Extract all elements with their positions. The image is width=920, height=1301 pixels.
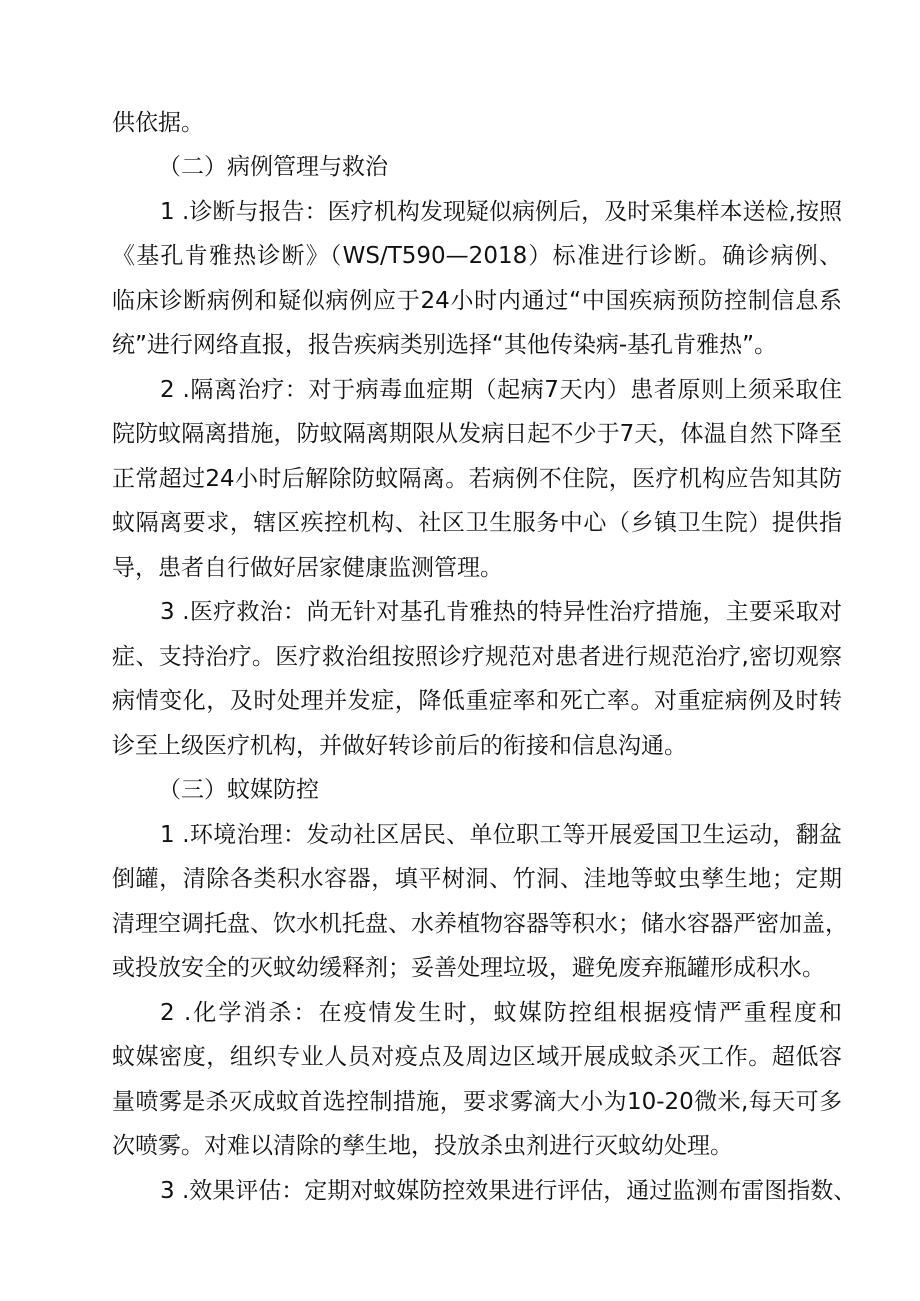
text-line: 2 .隔离治疗：对于病毒血症期（起病7天内）患者原则上须采取住 [160, 377, 842, 403]
text-line: 供依据。 [112, 110, 204, 136]
text-line: 1 .环境治理：发动社区居民、单位职工等开展爱国卫生运动，翻盆 [160, 822, 842, 848]
text-line: 统”进行网络直报，报告疾病类别选择“其他传染病-基孔肯雅热”。 [112, 332, 778, 358]
section-heading: （三）蚊媒防控 [158, 777, 319, 803]
text-line: 3 .效果评估：定期对蚊媒防控效果进行评估，通过监测布雷图指数、 [160, 1178, 857, 1204]
text-line: 次喷雾。对难以清除的孳生地，投放杀虫剂进行灭蚊幼处理。 [112, 1133, 733, 1159]
text-line: 量喷雾是杀灭成蚊首选控制措施，要求雾滴大小为10-20微米,每天可多 [112, 1089, 842, 1115]
text-line: 清理空调托盘、饮水机托盘、水养植物容器等积水；储水容器严密加盖， [112, 911, 848, 937]
text-line: 3 .医疗救治：尚无针对基孔肯雅热的特异性治疗措施，主要采取对 [160, 599, 842, 625]
text-line: 蚊隔离要求，辖区疾控机构、社区卫生服务中心（乡镇卫生院）提供指 [112, 510, 842, 536]
text-line: 症、支持治疗。医疗救治组按照诊疗规范对患者进行规范治疗,密切观察 [112, 644, 842, 670]
text-line: 诊至上级医疗机构，并做好转诊前后的衔接和信息沟通。 [112, 733, 687, 759]
text-line: 《基孔肯雅热诊断》（WS/T590—2018）标准进行诊断。确诊病例、 [112, 243, 842, 269]
text-line: 2 .化学消杀：在疫情发生时，蚊媒防控组根据疫情严重程度和 [160, 1000, 842, 1026]
text-line: 导，患者自行做好居家健康监测管理。 [112, 555, 503, 581]
text-line: 倒罐，清除各类积水容器，填平树洞、竹洞、洼地等蚊虫孳生地；定期 [112, 866, 842, 892]
text-line: 正常超过24小时后解除防蚊隔离。若病例不住院，医疗机构应告知其防 [112, 466, 842, 492]
text-line: 蚊媒密度，组织专业人员对疫点及周边区域开展成蚊杀灭工作。超低容 [112, 1044, 842, 1070]
section-heading: （二）病例管理与救治 [158, 154, 388, 180]
text-line: 病情变化，及时处理并发症，降低重症率和死亡率。对重症病例及时转 [112, 688, 842, 714]
text-line: 院防蚊隔离措施，防蚊隔离期限从发病日起不少于7天，体温自然下降至 [112, 421, 842, 447]
text-line: 临床诊断病例和疑似病例应于24小时内通过“中国疾病预防控制信息系 [112, 288, 842, 314]
text-line: 或投放安全的灭蚊幼缓释剂；妥善处理垃圾，避免废弃瓶罐形成积水。 [112, 955, 825, 981]
text-line: 1 .诊断与报告：医疗机构发现疑似病例后，及时采集样本送检,按照 [160, 199, 842, 225]
